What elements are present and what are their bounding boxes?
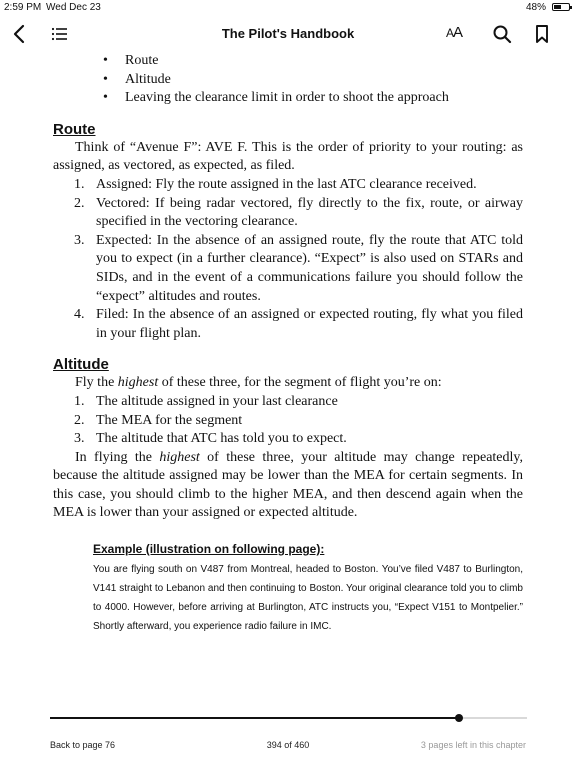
- text-size-small-label: A: [446, 26, 454, 40]
- text-run: of these three, your altitude may change repeatedly, because the altitude assigned may be lower than the MEA for certain segments. In this case, you should climb to the higher MEA, and then descend again when the MEA is lower than your assigned or expected altitude.: [53, 449, 523, 521]
- list-text: The MEA for the segment: [96, 412, 243, 428]
- example-box: [93, 540, 523, 636]
- example-body: You are flying south on V487 from Montreal, headed to Boston. You’ve filed V487 to Burlington, V141 straight to Lebanon and then continuing to Boston. Your original clearance told you to climb to 4000. However, before arriving at Burlington, ATC instructs you, “Expect V151 to Montpelier.” Shortly afterward, you experience radio failure in IMC.: [93, 564, 523, 633]
- status-date: Wed Dec 23: [46, 2, 101, 13]
- status-time: 2:59 PM: [4, 2, 42, 13]
- emphasis: highest: [159, 449, 200, 465]
- emphasis: highest: [117, 375, 159, 391]
- list-number: 1.: [74, 393, 85, 409]
- list-item: [53, 412, 523, 431]
- search-icon[interactable]: [490, 22, 514, 46]
- list-number: 1.: [74, 176, 85, 192]
- list-number: 4.: [74, 307, 85, 323]
- example-title: Example (illustration on following page):: [93, 542, 325, 557]
- altitude-paragraph: [53, 449, 523, 523]
- text-run: Fly the: [75, 375, 118, 391]
- reader-toolbar: [0, 18, 576, 50]
- status-bar: [0, 0, 576, 16]
- back-to-page-link[interactable]: Back to page 76: [50, 740, 116, 750]
- list-text: Filed: In the absence of an assigned or expected routing, fly what you filed in your flight plan.: [96, 307, 523, 341]
- list-text: Expected: In the absence of an assigned route, fly the route that ATC told you to expect (in a further clearance). “Expect” is also used on STARs and SIDs, and in the event of a communications failure you should follow the “expect” altitudes and routes.: [96, 232, 523, 304]
- battery-percent: 48%: [525, 2, 546, 13]
- list-item: [53, 430, 523, 449]
- altitude-list: [53, 393, 523, 449]
- page-indicator: 394 of 460: [266, 740, 310, 750]
- pages-left-label: 3 pages left in this chapter: [420, 740, 526, 750]
- list-number: 2.: [74, 195, 85, 211]
- list-number: 2.: [74, 412, 85, 428]
- page-progress-bar[interactable]: [50, 717, 527, 719]
- chevron-left-icon[interactable]: [8, 22, 32, 46]
- list-item: [53, 306, 523, 343]
- list-item: • Leaving the clearance limit in order to shoot the approach: [53, 89, 523, 108]
- list-text: Assigned: Fly the route assigned in the last ATC clearance received.: [96, 176, 477, 192]
- route-intro: Think of “Avenue F”: AVE F. This is the order of priority to your routing: as assigned, as vectored, as expected, as filed.: [53, 139, 523, 174]
- list-item: [53, 232, 523, 306]
- bookmark-icon[interactable]: [530, 22, 554, 46]
- section-heading-route: Route: [53, 120, 96, 138]
- altitude-intro: [53, 374, 523, 393]
- list-item: [53, 176, 523, 195]
- text-size-button[interactable]: [446, 24, 462, 41]
- progress-fill: [50, 717, 459, 719]
- list-item: [53, 393, 523, 412]
- top-bullet-list: [53, 52, 523, 108]
- list-text: The altitude that ATC has told you to expect.: [96, 431, 347, 447]
- list-item: • Altitude: [53, 71, 523, 90]
- list-item: [53, 195, 523, 232]
- list-text: The altitude assigned in your last clearance: [96, 393, 338, 409]
- text-size-large-label: A: [453, 24, 463, 41]
- list-icon[interactable]: [48, 22, 72, 46]
- list-text: Vectored: If being radar vectored, fly directly to the fix, route, or airway specified in the vectoring clearance.: [96, 195, 523, 230]
- progress-handle[interactable]: [455, 714, 463, 722]
- text-run: of these three, for the segment of flight you’re on:: [158, 375, 442, 391]
- list-number: 3.: [74, 232, 85, 248]
- list-number: 3.: [74, 431, 85, 447]
- page-content: [53, 52, 523, 636]
- text-run: In flying the: [75, 449, 160, 465]
- list-item: • Route: [53, 52, 523, 71]
- battery-icon: [552, 3, 570, 11]
- section-heading-altitude: Altitude: [53, 356, 109, 374]
- book-title: The Pilot's Handbook: [221, 26, 355, 41]
- route-list: [53, 176, 523, 343]
